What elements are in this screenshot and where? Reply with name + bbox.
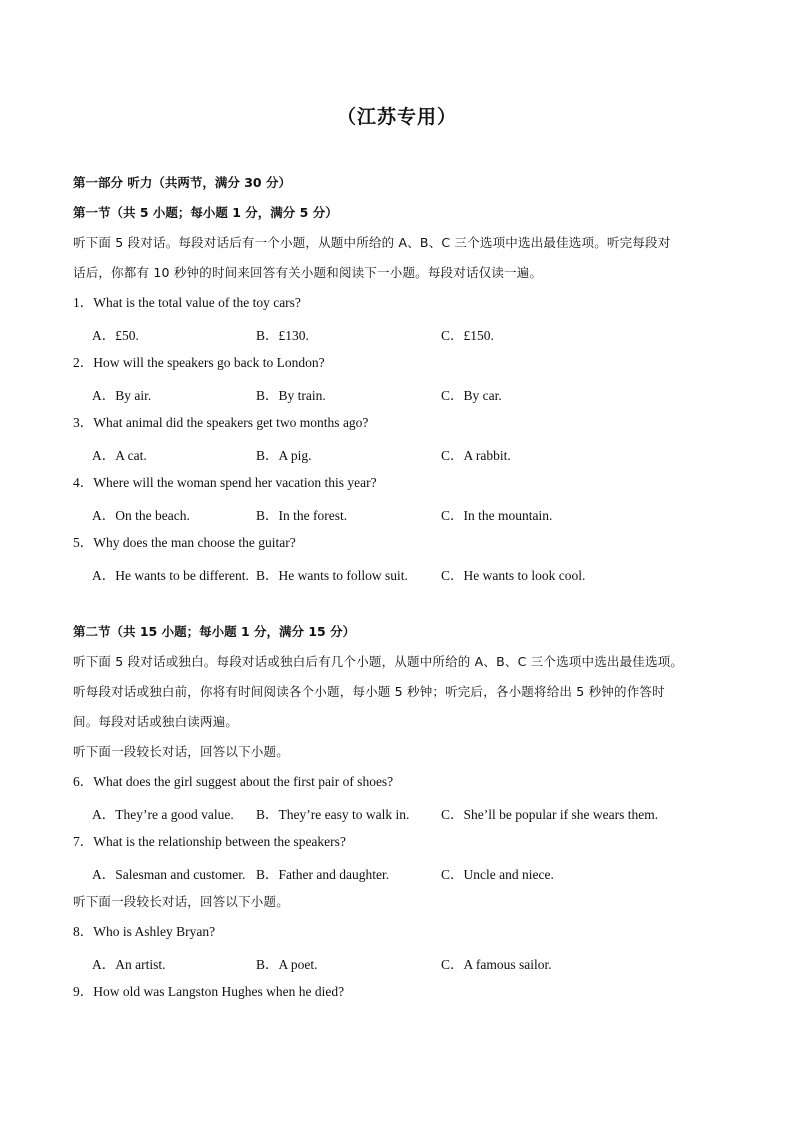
question-options [92, 564, 732, 582]
dialogue-instruction: 听下面一段较长对话，回答以下小题。 [73, 744, 289, 759]
option-b: B．A poet. [256, 957, 318, 972]
option-b: B．In the forest. [256, 508, 348, 523]
option-b: B．They’re easy to walk in. [256, 807, 410, 822]
option-c: C．In the mountain. [441, 508, 553, 523]
option-a: A．He wants to be different. [92, 568, 249, 583]
option-b: B．He wants to follow suit. [256, 568, 408, 583]
option-b: B．Father and daughter. [256, 867, 390, 882]
question-stem: 7．What is the relationship between the speakers? [73, 834, 346, 849]
question-stem: 9．How old was Langston Hughes when he died? [73, 984, 345, 999]
option-c: C．A rabbit. [441, 448, 511, 463]
option-b: B．By train. [256, 388, 326, 403]
option-c: C．She’ll be popular if she wears them. [441, 807, 659, 822]
question-options [92, 444, 732, 462]
option-c: C．A famous sailor. [441, 957, 552, 972]
option-c: C．By car. [441, 388, 502, 403]
question-stem: 3．What animal did the speakers get two months ago? [73, 415, 369, 430]
section1-instructions-line1: 听下面 5 段对话。每段对话后有一个小题，从题中所给的 A、B、C 三个选项中选出最佳选项。听完每段对 [73, 235, 671, 250]
option-a: A．An artist. [92, 957, 166, 972]
question-options [92, 504, 732, 522]
option-a: A．£50. [92, 328, 139, 343]
question-stem: 8．Who is Ashley Bryan? [73, 924, 216, 939]
question-stem: 6．What does the girl suggest about the first pair of shoes? [73, 774, 394, 789]
question-stem: 4．Where will the woman spend her vacation this year? [73, 475, 377, 490]
option-a: A．By air. [92, 388, 152, 403]
part1-heading: 第一部分 听力（共两节，满分 30 分） [73, 175, 291, 190]
question-stem: 5．Why does the man choose the guitar? [73, 535, 296, 550]
option-a: A．On the beach. [92, 508, 190, 523]
question-options [92, 953, 732, 971]
question-stem: 1．What is the total value of the toy cars? [73, 295, 301, 310]
option-b: B．A pig. [256, 448, 312, 463]
question-options [92, 863, 732, 881]
section2-instructions-line3: 间。每段对话或独白读两遍。 [73, 714, 239, 729]
option-c: C．He wants to look cool. [441, 568, 586, 583]
section1-heading: 第一节（共 5 小题；每小题 1 分，满分 5 分） [73, 205, 338, 220]
option-a: A．They’re a good value. [92, 807, 234, 822]
option-a: A．A cat. [92, 448, 147, 463]
page-title: （江苏专用） [336, 106, 457, 128]
question-options [92, 803, 732, 821]
section2-instructions-line1: 听下面 5 段对话或独白。每段对话或独白后有几个小题，从题中所给的 A、B、C 三个选项中选出最佳选项。 [73, 654, 684, 669]
section2-instructions-line2: 听每段对话或独白前，你将有时间阅读各个小题，每小题 5 秒钟；听完后，各小题将给出 5 秒钟的作答时 [73, 684, 665, 699]
option-c: C．Uncle and niece. [441, 867, 554, 882]
option-c: C．£150. [441, 328, 494, 343]
question-options [92, 324, 732, 342]
option-b: B．£130. [256, 328, 309, 343]
section1-instructions-line2: 话后，你都有 10 秒钟的时间来回答有关小题和阅读下一小题。每段对话仅读一遍。 [73, 265, 543, 280]
question-options [92, 384, 732, 402]
question-stem: 2．How will the speakers go back to London? [73, 355, 325, 370]
section2-heading: 第二节（共 15 小题；每小题 1 分，满分 15 分） [73, 624, 356, 639]
dialogue-instruction: 听下面一段较长对话，回答以下小题。 [73, 894, 289, 909]
option-a: A．Salesman and customer. [92, 867, 246, 882]
